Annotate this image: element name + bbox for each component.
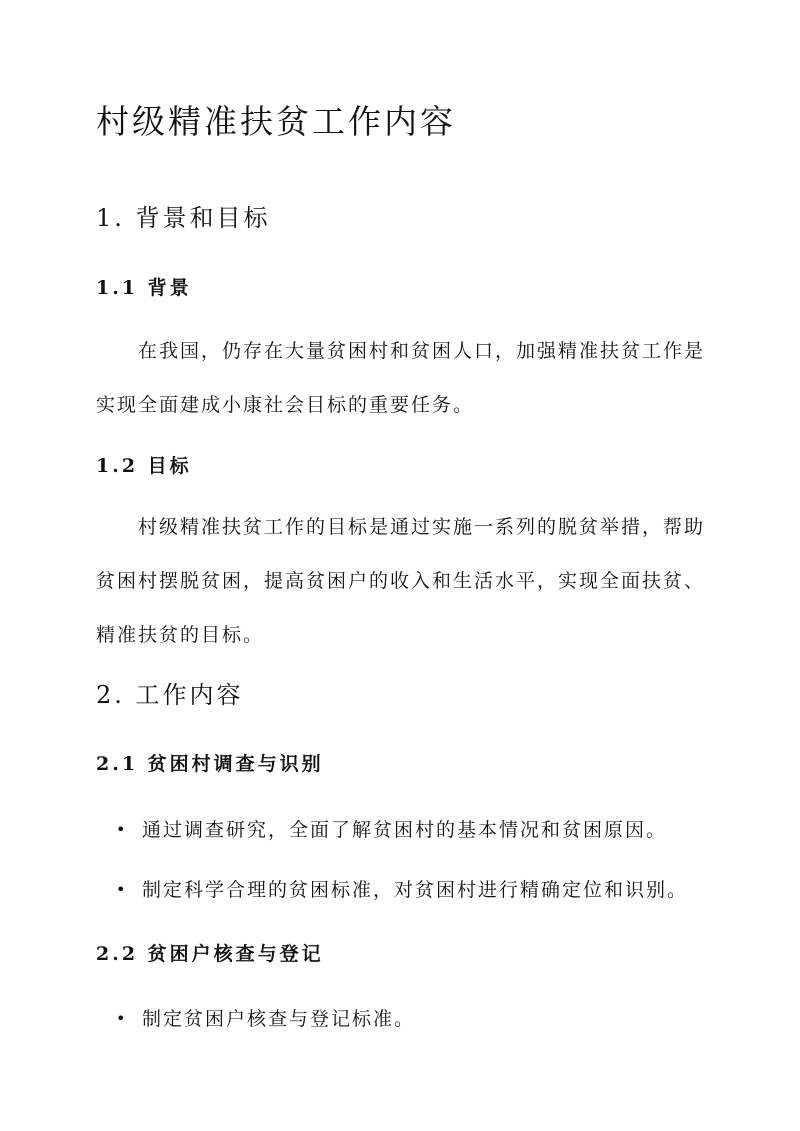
subsection-heading-village-survey: 2.1 贫困村调查与识别 [96,753,324,775]
subsection-heading-background: 1.1 背景 [96,277,192,299]
list-item [116,815,667,842]
section-heading-background-goals: 1. 背景和目标 [96,204,271,232]
subsection-heading-goals: 1.2 目标 [96,455,192,477]
list-item [116,875,688,902]
section-heading-work-content: 2. 工作内容 [96,681,244,709]
bullet-dot-icon: • [116,880,128,899]
list-item [116,1004,415,1031]
list-item-text: 制定贫困户核查与登记标准。 [142,1008,416,1030]
document-title: 村级精准扶贫工作内容 [96,102,456,141]
subsection-heading-household-check: 2.2 贫困户核查与登记 [96,943,324,965]
bullet-dot-icon: • [116,820,128,839]
bullet-dot-icon: • [116,1009,128,1028]
paragraph-goals: 村级精准扶贫工作的目标是通过实施一系列的脱贫举措，帮助贫困村摆脱贫困，提高贫困户的收入和生活水平，实现全面扶贫、精准扶贫的目标。 [96,516,706,646]
list-item-text: 通过调查研究，全面了解贫困村的基本情况和贫困原因。 [142,819,668,841]
list-item-text: 制定科学合理的贫困标准，对贫困村进行精确定位和识别。 [142,879,689,901]
paragraph-background: 在我国，仍存在大量贫困村和贫困人口，加强精准扶贫工作是实现全面建成小康社会目标的重要任务。 [96,340,706,416]
